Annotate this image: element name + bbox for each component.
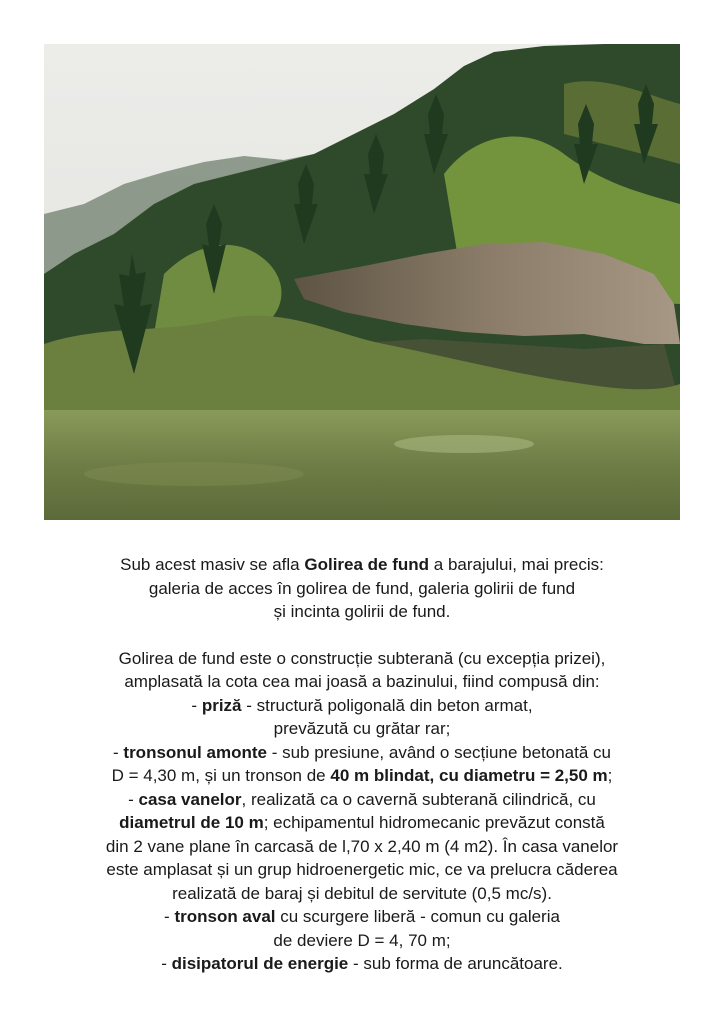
body-line: de deviere D = 4, 70 m;: [273, 930, 451, 950]
meadow-clearing: [394, 435, 534, 453]
text-run: -: [191, 695, 202, 715]
bold-term: casa vanelor: [138, 789, 242, 809]
text-run: -: [113, 742, 124, 762]
description-text: [40, 553, 684, 976]
body-line: realizată de baraj și debitul de servitute (0,5 mc/s).: [172, 883, 552, 903]
body-paragraph: [40, 647, 684, 976]
body-line: [40, 788, 684, 812]
landscape-photo: [44, 44, 680, 520]
body-line: prevăzută cu grătar rar;: [273, 719, 451, 738]
body-line: [40, 764, 684, 788]
bold-term: Golirea de fund: [304, 555, 430, 574]
body-line: din 2 vane plane în carcasă de l,70 x 2,40 m (4 m2). În casa vanelor: [105, 836, 619, 856]
meadow-clearing: [84, 462, 304, 486]
bold-term: disipatorul de energie: [171, 954, 349, 973]
bold-term: diametrul de 10 m: [119, 813, 264, 832]
text-run: - structură poligonală din beton armat,: [241, 695, 533, 715]
text-run: -: [161, 954, 172, 973]
bold-term: tronsonul amonte: [123, 742, 267, 762]
text-run: - sub forma de aruncătoare.: [348, 954, 563, 973]
body-line: [40, 952, 684, 976]
text-run: Sub acest masiv se afla: [120, 555, 305, 574]
text-run: cu scurgere liberă - comun cu galeria: [275, 907, 560, 926]
text-run: -: [164, 907, 175, 926]
bold-term: tronson aval: [174, 907, 276, 926]
body-line: [40, 694, 684, 718]
landscape-illustration: [44, 44, 680, 520]
text-run: ;: [607, 766, 613, 785]
text-run: a barajului, mai precis:: [429, 555, 604, 574]
text-run: , realizată ca o cavernă subterană cilindrică, cu: [241, 789, 596, 809]
body-line: amplasată la cota cea mai joasă a bazinului, fiind compusă din:: [124, 672, 600, 691]
body-line: [40, 741, 684, 765]
body-line: Golirea de fund este o construcție subterană (cu excepția prizei),: [118, 648, 606, 668]
intro-line: [40, 553, 684, 577]
bold-term: 40 m blindat, cu diametru = 2,50 m: [330, 766, 608, 785]
text-run: D = 4,30 m, și un tronson de: [111, 766, 331, 785]
bold-term: priză: [201, 695, 242, 715]
body-line: este amplasat și un grup hidroenergetic mic, ce va prelucra căderea: [106, 860, 618, 879]
text-run: - sub presiune, având o secțiune betonată cu: [266, 742, 611, 762]
body-line: [40, 905, 684, 929]
text-run: -: [128, 789, 139, 809]
intro-line: galeria de acces în golirea de fund, galeria golirii de fund: [148, 578, 576, 598]
text-run: ; echipamentul hidromecanic prevăzut constă: [263, 813, 605, 832]
intro-line: și incinta golirii de fund.: [273, 602, 451, 621]
body-line: [40, 811, 684, 835]
intro-paragraph: [40, 553, 684, 624]
